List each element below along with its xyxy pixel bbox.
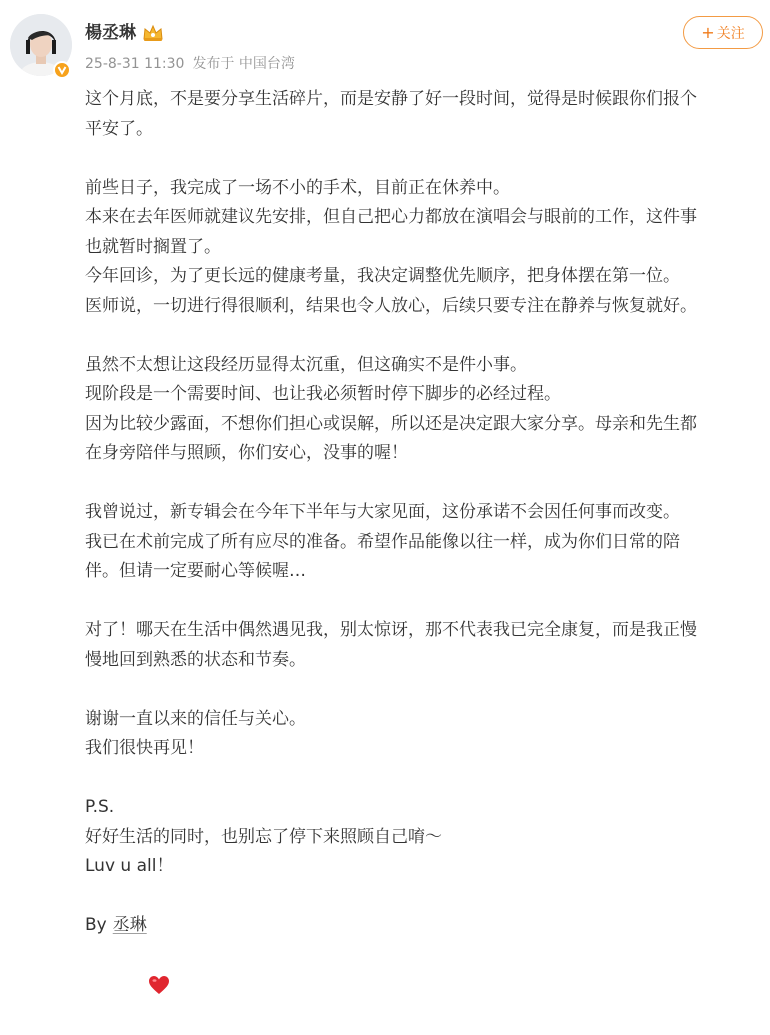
signature	[85, 911, 765, 941]
crown-icon[interactable]	[142, 24, 164, 42]
post-content	[85, 85, 765, 941]
post-line: 伴。但请一定要耐心等候喔…	[85, 561, 306, 581]
post-line: 因为比较少露面，不想你们担心或误解，所以还是决定跟大家分享。母亲和先生都	[85, 413, 697, 434]
post-line: P.S.	[85, 797, 115, 817]
post-line: 也就暂时搁置了。	[85, 236, 221, 257]
post-line: 本来在去年医师就建议先安排，但自己把心力都放在演唱会与眼前的工作，这件事	[85, 207, 697, 227]
post-line: 在身旁陪伴与照顾，你们安心，没事的喔！	[85, 443, 408, 463]
signature-name[interactable]: 丞琳	[112, 915, 147, 935]
post-meta	[85, 55, 303, 73]
post-location: 发布于 中国台湾	[192, 56, 295, 72]
plus-icon: +	[701, 23, 715, 42]
post-line: 前些日子，我完成了一场不小的手术，目前正在休养中。	[85, 177, 510, 198]
post-line: 今年回诊，为了更长远的健康考量，我决定调整优先顺序，把身体摆在第一位。	[85, 266, 680, 286]
post-line: 我们很快再见！	[85, 738, 204, 758]
post-line: 好好生活的同时，也别忘了停下来照顾自己唷～	[85, 826, 442, 847]
post-line: 慢地回到熟悉的状态和节奏。	[85, 649, 306, 670]
follow-label: 关注	[716, 25, 745, 42]
post-line: 对了！哪天在生活中偶然遇见我，别太惊讶，那不代表我已完全康复，而是我正慢	[85, 620, 697, 640]
post-line: 平安了。	[85, 118, 153, 139]
post-line: 虽然不太想让这段经历显得太沉重，但这确实不是件小事。	[85, 354, 527, 375]
post-line: Luv u all！	[85, 856, 174, 876]
author-name[interactable]: 楊丞琳	[85, 23, 136, 43]
follow-button[interactable]	[683, 16, 763, 49]
heart-icon	[148, 916, 170, 936]
author-name-row	[85, 22, 164, 44]
signature-by: By	[85, 915, 107, 935]
post-line: 谢谢一直以来的信任与关心。	[85, 708, 306, 729]
post-timestamp[interactable]: 25-8-31 11:30	[85, 56, 185, 72]
post-line: 我已在术前完成了所有应尽的准备。希望作品能像以往一样，成为你们日常的陪	[85, 531, 680, 552]
post-line: 我曾说过，新专辑会在今年下半年与大家见面，这份承诺不会因任何事而改变。	[85, 502, 680, 522]
post-line: 这个月底，不是要分享生活碎片，而是安静了好一段时间，觉得是时候跟你们报个	[85, 89, 697, 109]
verified-badge-icon	[53, 61, 71, 79]
post-line: 医师说，一切进行得很顺利，结果也令人放心，后续只要专注在静养与恢复就好。	[85, 295, 697, 316]
post-line: 现阶段是一个需要时间、也让我必须暂时停下脚步的必经过程。	[85, 384, 561, 404]
